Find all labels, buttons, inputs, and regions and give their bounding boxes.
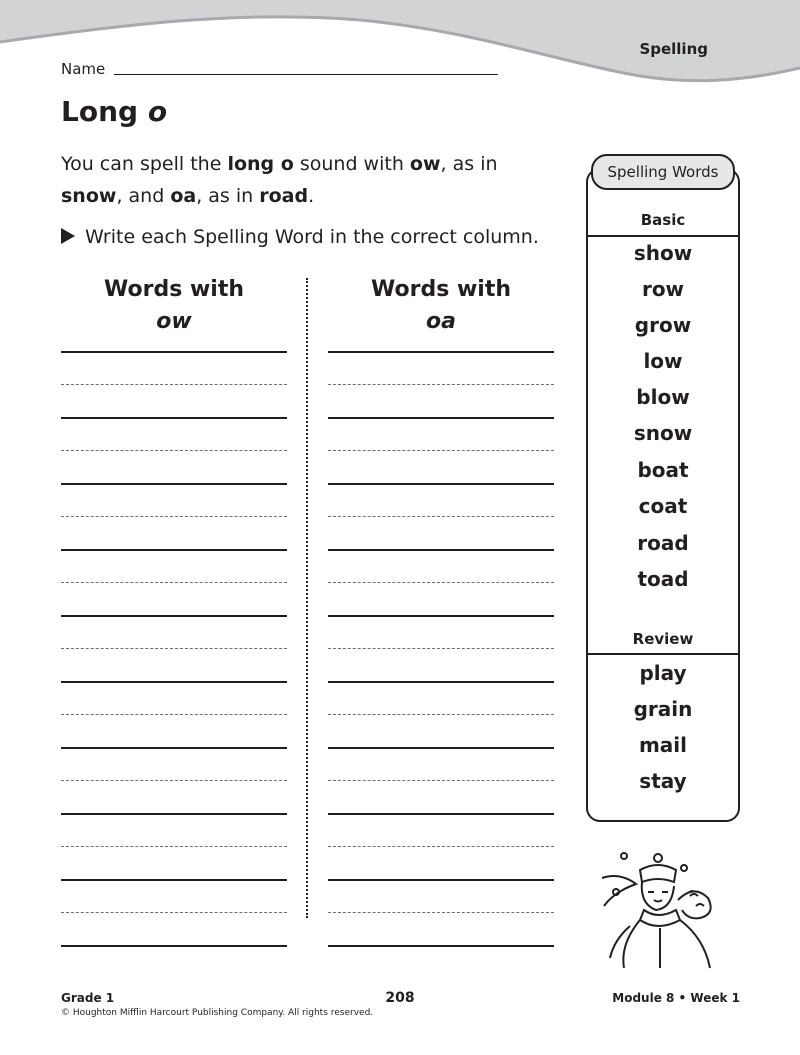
intro-text: You can spell the long o sound with ow, as in snow, and oa, as in road. (61, 153, 498, 207)
column-divider (306, 278, 308, 918)
writing-line-solid[interactable] (61, 549, 287, 551)
review-word: stay (639, 769, 687, 793)
basic-word: grow (634, 313, 692, 337)
writing-line-dashed (61, 780, 287, 781)
writing-line-solid[interactable] (61, 615, 287, 617)
writing-line-dashed (61, 582, 287, 583)
writing-line-dashed (328, 846, 554, 847)
basic-word: blow (636, 385, 690, 409)
column-heading-ow: Words with ow (104, 277, 244, 334)
review-rule (586, 653, 740, 655)
writing-line-solid[interactable] (328, 549, 554, 551)
writing-line-solid[interactable] (328, 483, 554, 485)
page-number: 208 (385, 990, 415, 1006)
writing-line-solid[interactable] (61, 351, 287, 353)
writing-line-dashed (328, 648, 554, 649)
writing-line-dashed (61, 384, 287, 385)
writing-line-solid[interactable] (328, 945, 554, 947)
review-word: play (639, 661, 687, 685)
basic-rule (586, 235, 740, 237)
spelling-words-tab: Spelling Words (591, 154, 735, 190)
writing-line-dashed (328, 714, 554, 715)
arrow-icon (61, 228, 75, 244)
writing-line-dashed (61, 648, 287, 649)
review-word: grain (633, 697, 693, 721)
basic-word: low (643, 349, 683, 373)
instruction-text: Write each Spelling Word in the correct column. (61, 226, 539, 248)
writing-line-solid[interactable] (328, 879, 554, 881)
basic-word: coat (638, 494, 688, 518)
writing-line-dashed (328, 516, 554, 517)
writing-line-solid[interactable] (61, 681, 287, 683)
writing-line-dashed (61, 450, 287, 451)
writing-line-dashed (328, 912, 554, 913)
basic-word: row (641, 277, 685, 301)
writing-line-solid[interactable] (61, 879, 287, 881)
page-title: Long o (61, 95, 168, 128)
writing-line-dashed (328, 780, 554, 781)
writing-line-solid[interactable] (61, 813, 287, 815)
writing-line-solid[interactable] (328, 747, 554, 749)
writing-line-solid[interactable] (328, 813, 554, 815)
writing-line-dashed (61, 846, 287, 847)
writing-line-dashed (61, 516, 287, 517)
writing-line-solid[interactable] (61, 417, 287, 419)
writing-line-solid[interactable] (328, 681, 554, 683)
column-heading-oa: Words with oa (371, 277, 511, 334)
section-label: Spelling (639, 40, 708, 58)
review-word: mail (638, 733, 688, 757)
basic-word: boat (637, 458, 689, 482)
child-in-snow-illustration (600, 848, 730, 973)
writing-line-dashed (61, 912, 287, 913)
footer-copyright: © Houghton Mifflin Harcourt Publishing Company. All rights reserved. (61, 1008, 374, 1018)
basic-word: road (637, 531, 689, 555)
writing-line-solid[interactable] (328, 351, 554, 353)
basic-label: Basic (640, 211, 686, 229)
footer-grade: Grade 1 (61, 991, 115, 1005)
writing-line-dashed (328, 384, 554, 385)
writing-line-solid[interactable] (328, 417, 554, 419)
footer-module: Module 8 • Week 1 (612, 991, 740, 1005)
name-input-line[interactable] (114, 74, 498, 75)
basic-word: snow (633, 421, 693, 445)
writing-line-solid[interactable] (61, 945, 287, 947)
writing-line-dashed (328, 450, 554, 451)
writing-line-dashed (61, 714, 287, 715)
writing-line-dashed (328, 582, 554, 583)
review-label: Review (632, 630, 694, 648)
writing-line-solid[interactable] (328, 615, 554, 617)
writing-line-solid[interactable] (61, 483, 287, 485)
name-label: Name (61, 60, 106, 78)
writing-line-solid[interactable] (61, 747, 287, 749)
basic-word: show (633, 241, 693, 265)
basic-word: toad (637, 567, 689, 591)
